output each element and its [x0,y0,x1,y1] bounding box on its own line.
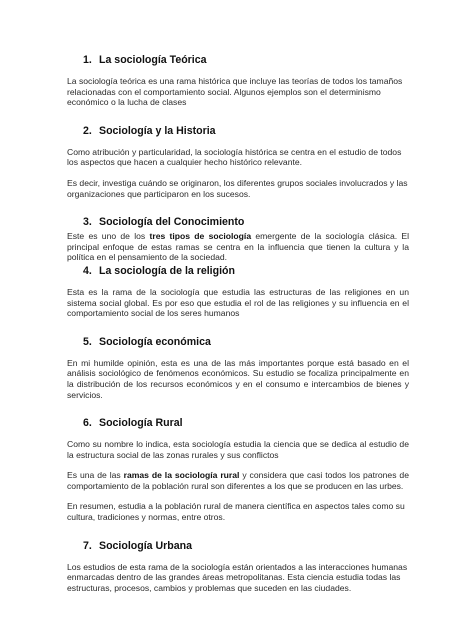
document-body [67,54,409,593]
section-6-paragraph-3: En resumen, estudia a la población rural de manera científica en aspectos tales como su cultura, tradiciones y normas, entre otros. [67,501,405,523]
section-2-paragraph-1: Como atribución y particularidad, la sociología histórica se centra en el estudio de todos los aspectos que hacen a cualquier hecho histórico relevante. [67,146,402,168]
section-1-paragraph: La sociología teórica es una rama histórica que incluye las teorías de todos los tamaños relacionadas con el comportamiento social. Algunos ejemplos son el determinismo económico o la lucha de clases [67,76,403,108]
section-heading-6: 6. Sociología Rural [83,417,183,430]
tres-tipos-link-text: tres tipos de sociología [149,231,252,242]
section-6-paragraph-2: Es una de las ramas de la sociología rural y considera que casi todos los patrones de comportamiento de la población rural son diferentes a los que se producen en las urbes. [67,470,409,491]
section-5-paragraph: En mi humilde opinión, esta es una de las más importantes porque está basado en el análisis sociológico de fenómenos económicos. Su estudio se focaliza principalmente en la distribución de los recursos económicos y en el consumo e intercambios de bienes y servicios. [67,357,409,400]
section-heading-3: 3. Sociología del Conocimiento [83,216,245,229]
section-4-paragraph: Esta es la rama de la sociología que estudia las estructuras de las religiones en un sistema social global. Es por eso que estudia el rol de las religiones y su influencia en el comportamiento social de los seres humanos [67,286,409,319]
section-heading-5: 5. Sociología económica [83,335,211,348]
section-heading-2: 2. Sociología y la Historia [83,124,216,137]
section-heading-4: 4. La sociología de la religión [83,264,235,277]
section-3-paragraph: Este es uno de los tres tipos de sociología emergente de la sociología clásica. El principal enfoque de estas ramas se centra en la influencia que tienen la cultura y la política en el pensamiento de la sociedad. [67,231,410,263]
section-7-paragraph: Los estudios de esta rama de la sociología están orientados a las interacciones humanas enmarcadas dentro de las grandes áreas metropolitanas. Esta ciencia estudia todas las estructuras, procesos, cambios y problemas que suceden en las ciudades. [67,561,408,593]
section-heading-1: 1. La sociología Teórica [83,54,207,66]
section-6-paragraph-1: Como su nombre lo indica, esta sociología estudia la ciencia que se dedica al estudio de la estructura social de las zonas rurales y sus conflictos [67,439,409,460]
section-2-paragraph-2: Es decir, investiga cuándo se originaron, los diferentes grupos sociales involucrados y las organizaciones que participaron en los sucesos. [67,177,408,199]
ramas-link-text: ramas de la sociología rural [123,470,240,481]
section-heading-7: 7. Sociología Urbana [83,539,193,552]
